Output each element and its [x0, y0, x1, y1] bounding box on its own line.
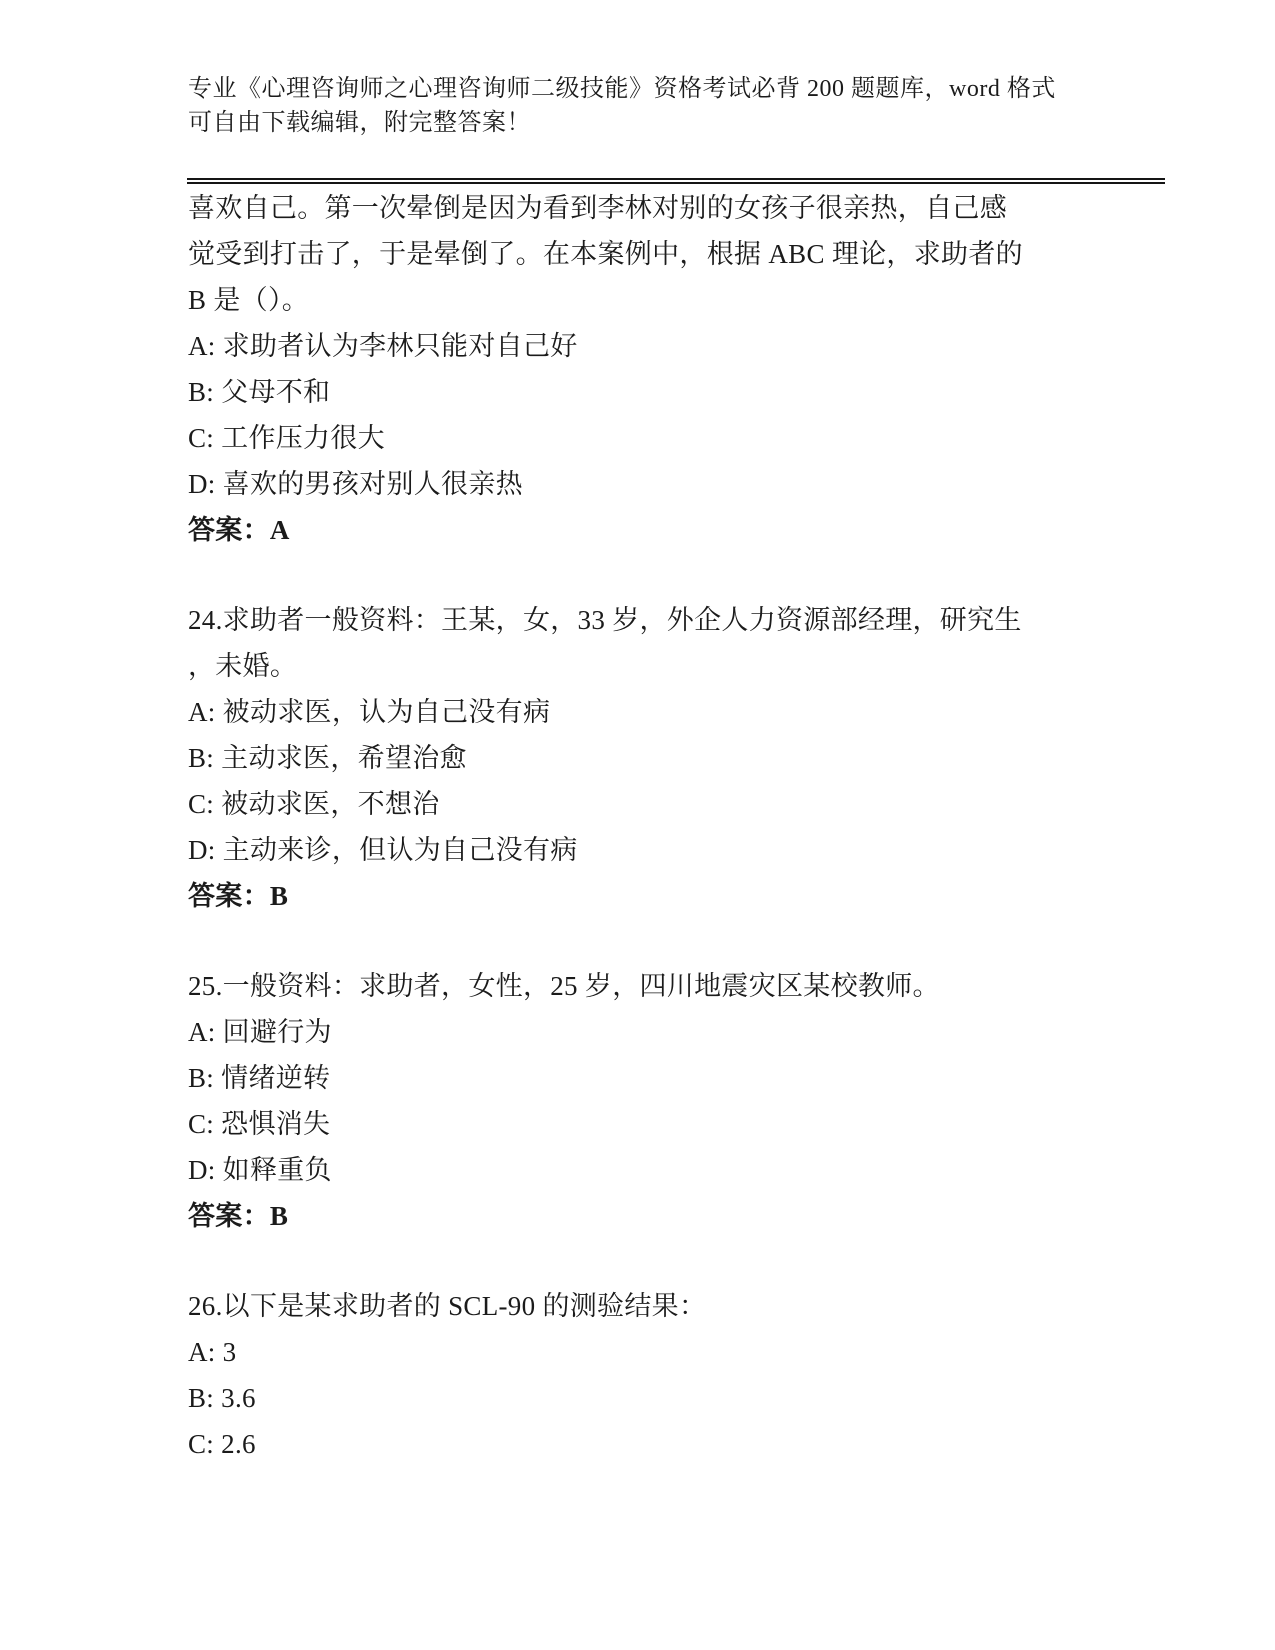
option-line-a: A: 回避行为 [188, 1017, 332, 1047]
question-stem-line: 觉受到打击了，于是晕倒了。在本案例中，根据 ABC 理论，求助者的 [188, 239, 1023, 269]
option-line-b: B: 父母不和 [188, 377, 331, 407]
question-stem-line: ，未婚。 [188, 651, 298, 681]
question-stem-line: 喜欢自己。第一次晕倒是因为看到李林对别的女孩子很亲热，自己感 [188, 193, 1007, 223]
question-block-24 [188, 597, 1098, 919]
option-line-c: C: 2.6 [188, 1429, 256, 1459]
option-line-d: D: 喜欢的男孩对别人很亲热 [188, 469, 523, 499]
option-line-a: A: 求助者认为李林只能对自己好 [188, 331, 578, 361]
answer-line: 答案：B [188, 1201, 289, 1231]
answer-line: 答案：B [188, 881, 289, 911]
page-header [188, 72, 1108, 140]
option-line-d: D: 主动来诊，但认为自己没有病 [188, 835, 578, 865]
option-line-b: B: 3.6 [188, 1383, 256, 1413]
question-stem-line: 24.求助者一般资料：王某，女，33 岁，外企人力资源部经理，研究生 [188, 605, 1022, 635]
option-line-b: B: 情绪逆转 [188, 1063, 331, 1093]
question-stem-line: 26.以下是某求助者的 SCL-90 的测验结果： [188, 1291, 707, 1321]
document-body [188, 185, 1098, 1467]
header-text-line-1: 专业《心理咨询师之心理咨询师二级技能》资格考试必背 200 题题库，word 格式 [188, 76, 1056, 102]
option-line-a: A: 被动求医，认为自己没有病 [188, 697, 551, 727]
option-line-c: C: 工作压力很大 [188, 423, 385, 453]
option-line-d: D: 如释重负 [188, 1155, 332, 1185]
header-divider-double-line [187, 178, 1165, 184]
header-text-line-2: 可自由下载编辑，附完整答案！ [188, 110, 531, 136]
option-line-a: A: 3 [188, 1337, 237, 1367]
question-block-23 [188, 185, 1098, 553]
question-block-26 [188, 1283, 1098, 1467]
question-stem-line: 25.一般资料：求助者，女性，25 岁，四川地震灾区某校教师。 [188, 971, 940, 1001]
question-block-25 [188, 963, 1098, 1239]
answer-line: 答案：A [188, 515, 290, 545]
question-stem-line: B 是（）。 [188, 285, 310, 315]
option-line-c: C: 恐惧消失 [188, 1109, 331, 1139]
option-line-b: B: 主动求医，希望治愈 [188, 743, 467, 773]
option-line-c: C: 被动求医，不想治 [188, 789, 440, 819]
